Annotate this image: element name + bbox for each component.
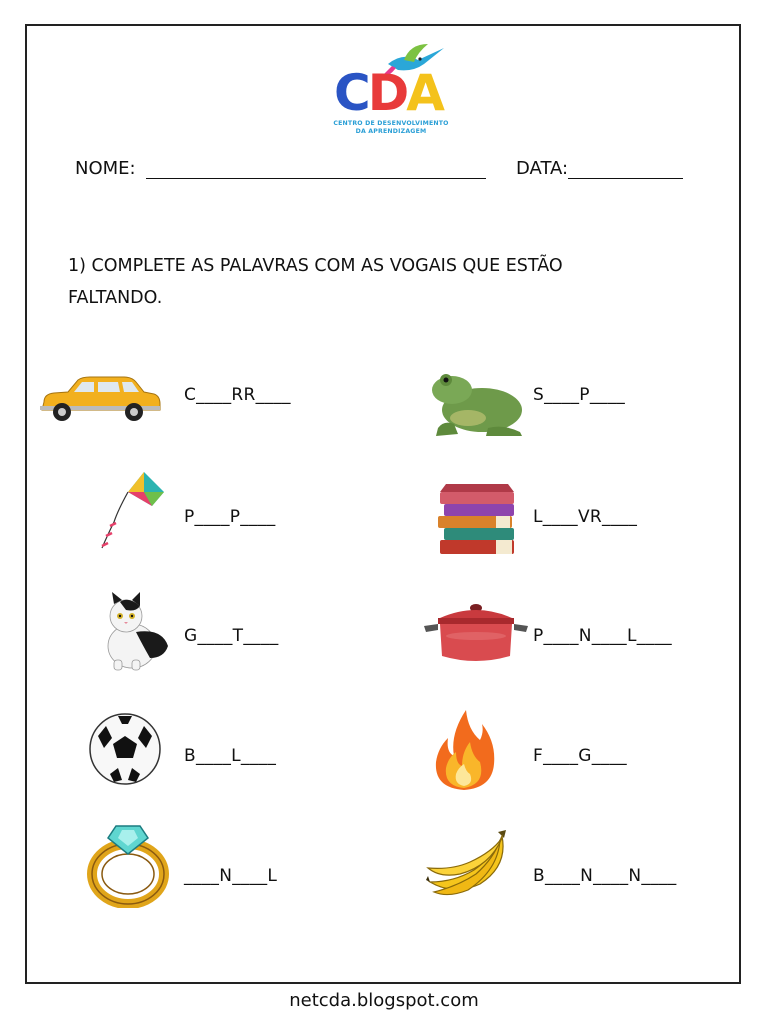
- logo-letters: CDA: [334, 64, 442, 122]
- footer-url[interactable]: netcda.blogspot.com: [289, 990, 479, 1011]
- soccer-ball-icon: [88, 712, 162, 786]
- date-blank-line[interactable]: [568, 158, 683, 179]
- cda-logo: [330, 42, 452, 142]
- word-cat[interactable]: G____T____: [184, 626, 279, 646]
- pot-icon: [424, 600, 528, 666]
- logo-subtitle-line1: CENTRO DE DESENVOLVIMENTO: [333, 120, 449, 127]
- date-label: DATA:: [516, 158, 569, 179]
- ring-icon: [86, 818, 172, 908]
- kite-icon: [96, 470, 166, 554]
- name-field[interactable]: [75, 158, 486, 179]
- word-bananas[interactable]: B____N____N____: [533, 866, 677, 886]
- word-car[interactable]: C____RR____: [184, 385, 291, 405]
- word-kite[interactable]: P____P____: [184, 507, 276, 527]
- bananas-icon: [424, 826, 512, 898]
- word-ring[interactable]: ____N____L: [184, 866, 278, 886]
- word-books[interactable]: L____VR____: [533, 507, 638, 527]
- frog-icon: [428, 370, 526, 438]
- name-label: NOME:: [75, 158, 136, 179]
- instruction: [68, 250, 668, 314]
- car-icon: [38, 372, 162, 424]
- date-field[interactable]: [516, 158, 683, 179]
- logo-subtitle-line2: DA APRENDIZAGEM: [355, 128, 427, 135]
- books-icon: [436, 482, 518, 558]
- word-pot[interactable]: P____N____L____: [533, 626, 672, 646]
- name-blank-line[interactable]: [146, 158, 486, 179]
- word-frog[interactable]: S____P____: [533, 385, 626, 405]
- instruction-line1: 1) COMPLETE AS PALAVRAS COM AS VOGAIS QUE ESTÃO: [68, 256, 563, 276]
- fire-icon: [432, 708, 496, 792]
- word-ball[interactable]: B____L____: [184, 746, 277, 766]
- word-fire[interactable]: F____G____: [533, 746, 627, 766]
- cat-icon: [102, 592, 172, 672]
- instruction-line2: FALTANDO.: [68, 288, 163, 308]
